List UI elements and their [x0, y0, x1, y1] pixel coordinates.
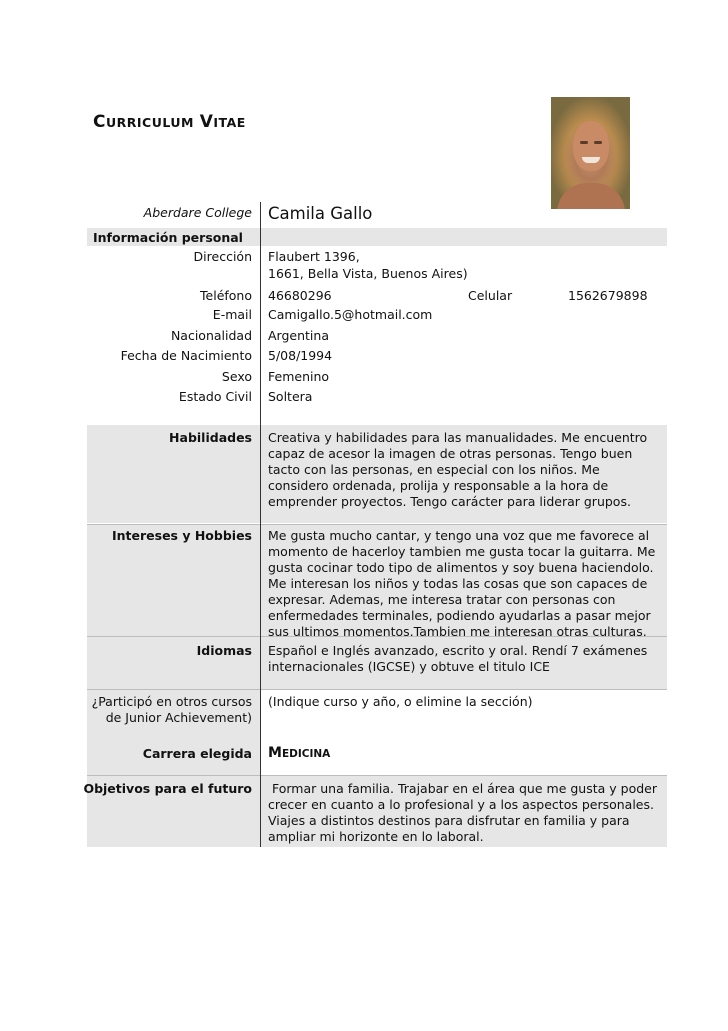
document-title: CURRICULUM VITAE	[93, 112, 246, 132]
languages-label: Idiomas	[196, 643, 252, 658]
profile-photo	[551, 97, 630, 209]
school-name: Aberdare College	[143, 205, 252, 220]
student-name: Camila Gallo	[268, 204, 373, 223]
civil-value: Soltera	[268, 389, 313, 404]
courses-text: (Indique curso y año, o elimine la sección)	[268, 694, 533, 709]
goals-label: Objetivos para el futuro	[83, 781, 252, 796]
sex-value: Femenino	[268, 369, 330, 384]
nationality-label: Nacionalidad	[170, 328, 252, 343]
sex-label: Sexo	[221, 369, 252, 384]
email-value: Camigallo.5@hotmail.com	[268, 307, 433, 322]
nationality-value: Argentina	[268, 328, 329, 343]
mobile-label: Celular	[468, 288, 513, 303]
career-value: MEDICINA	[268, 745, 331, 761]
goals-text: Formar una familia. Trajabar en el área que me gusta y poder crecer en cuanto a lo profesional y a los aspectos personales. Viajes a distintos destinos para disfrutar en familia y para ampliar mi horizonte en lo laboral.	[268, 781, 661, 844]
column-divider	[260, 202, 261, 847]
phone-value: 46680296	[268, 288, 332, 303]
personal-info-heading: Información personal	[93, 230, 243, 245]
mobile-value: 1562679898	[568, 288, 648, 303]
interests-label: Intereses y Hobbies	[111, 528, 252, 543]
courses-label-line1: ¿Participó en otros cursos	[91, 694, 252, 709]
skills-text: Creativa y habilidades para las manualidades. Me encuentro capaz de acesor la imagen de otras personas. Tengo buen tacto con las personas, en especial con los niños. Me considero ordenada, prolija y responsable a la hora de emprender proyectos. Tengo carácter para liderar grupos.	[268, 430, 648, 509]
birth-value: 5/08/1994	[268, 348, 333, 363]
civil-label: Estado Civil	[178, 389, 252, 404]
address-line2: 1661, Bella Vista, Buenos Aires)	[268, 266, 468, 281]
address-line1: Flaubert 1396,	[268, 249, 360, 264]
email-label: E-mail	[212, 307, 252, 322]
skills-label: Habilidades	[169, 430, 252, 445]
career-label: Carrera elegida	[142, 746, 252, 761]
address-label: Dirección	[193, 249, 252, 264]
languages-text: Español e Inglés avanzado, escrito y oral. Rendí 7 exámenes internacionales (IGCSE) y obtuve el titulo ICE	[268, 643, 648, 674]
phone-label: Teléfono	[200, 288, 252, 303]
interests-text: Me gusta mucho cantar, y tengo una voz que me favorece al momento de hacerloy tambien me gusta tocar la guitarra. Me gusta cocinar todo tipo de alimentos y soy buena haciendolo. Me interesan los niños y todas las cosas que son capaces de expresar. Ademas, me interesa tratar con personas con enfermedades terminales, podiendo ayudarlas a pasar mejor sus ultimos momentos.Tambien me interesan otras culturas.	[268, 528, 656, 639]
birth-label: Fecha de Nacimiento	[120, 348, 252, 363]
courses-label-line2: de Junior Achievement)	[105, 710, 252, 725]
